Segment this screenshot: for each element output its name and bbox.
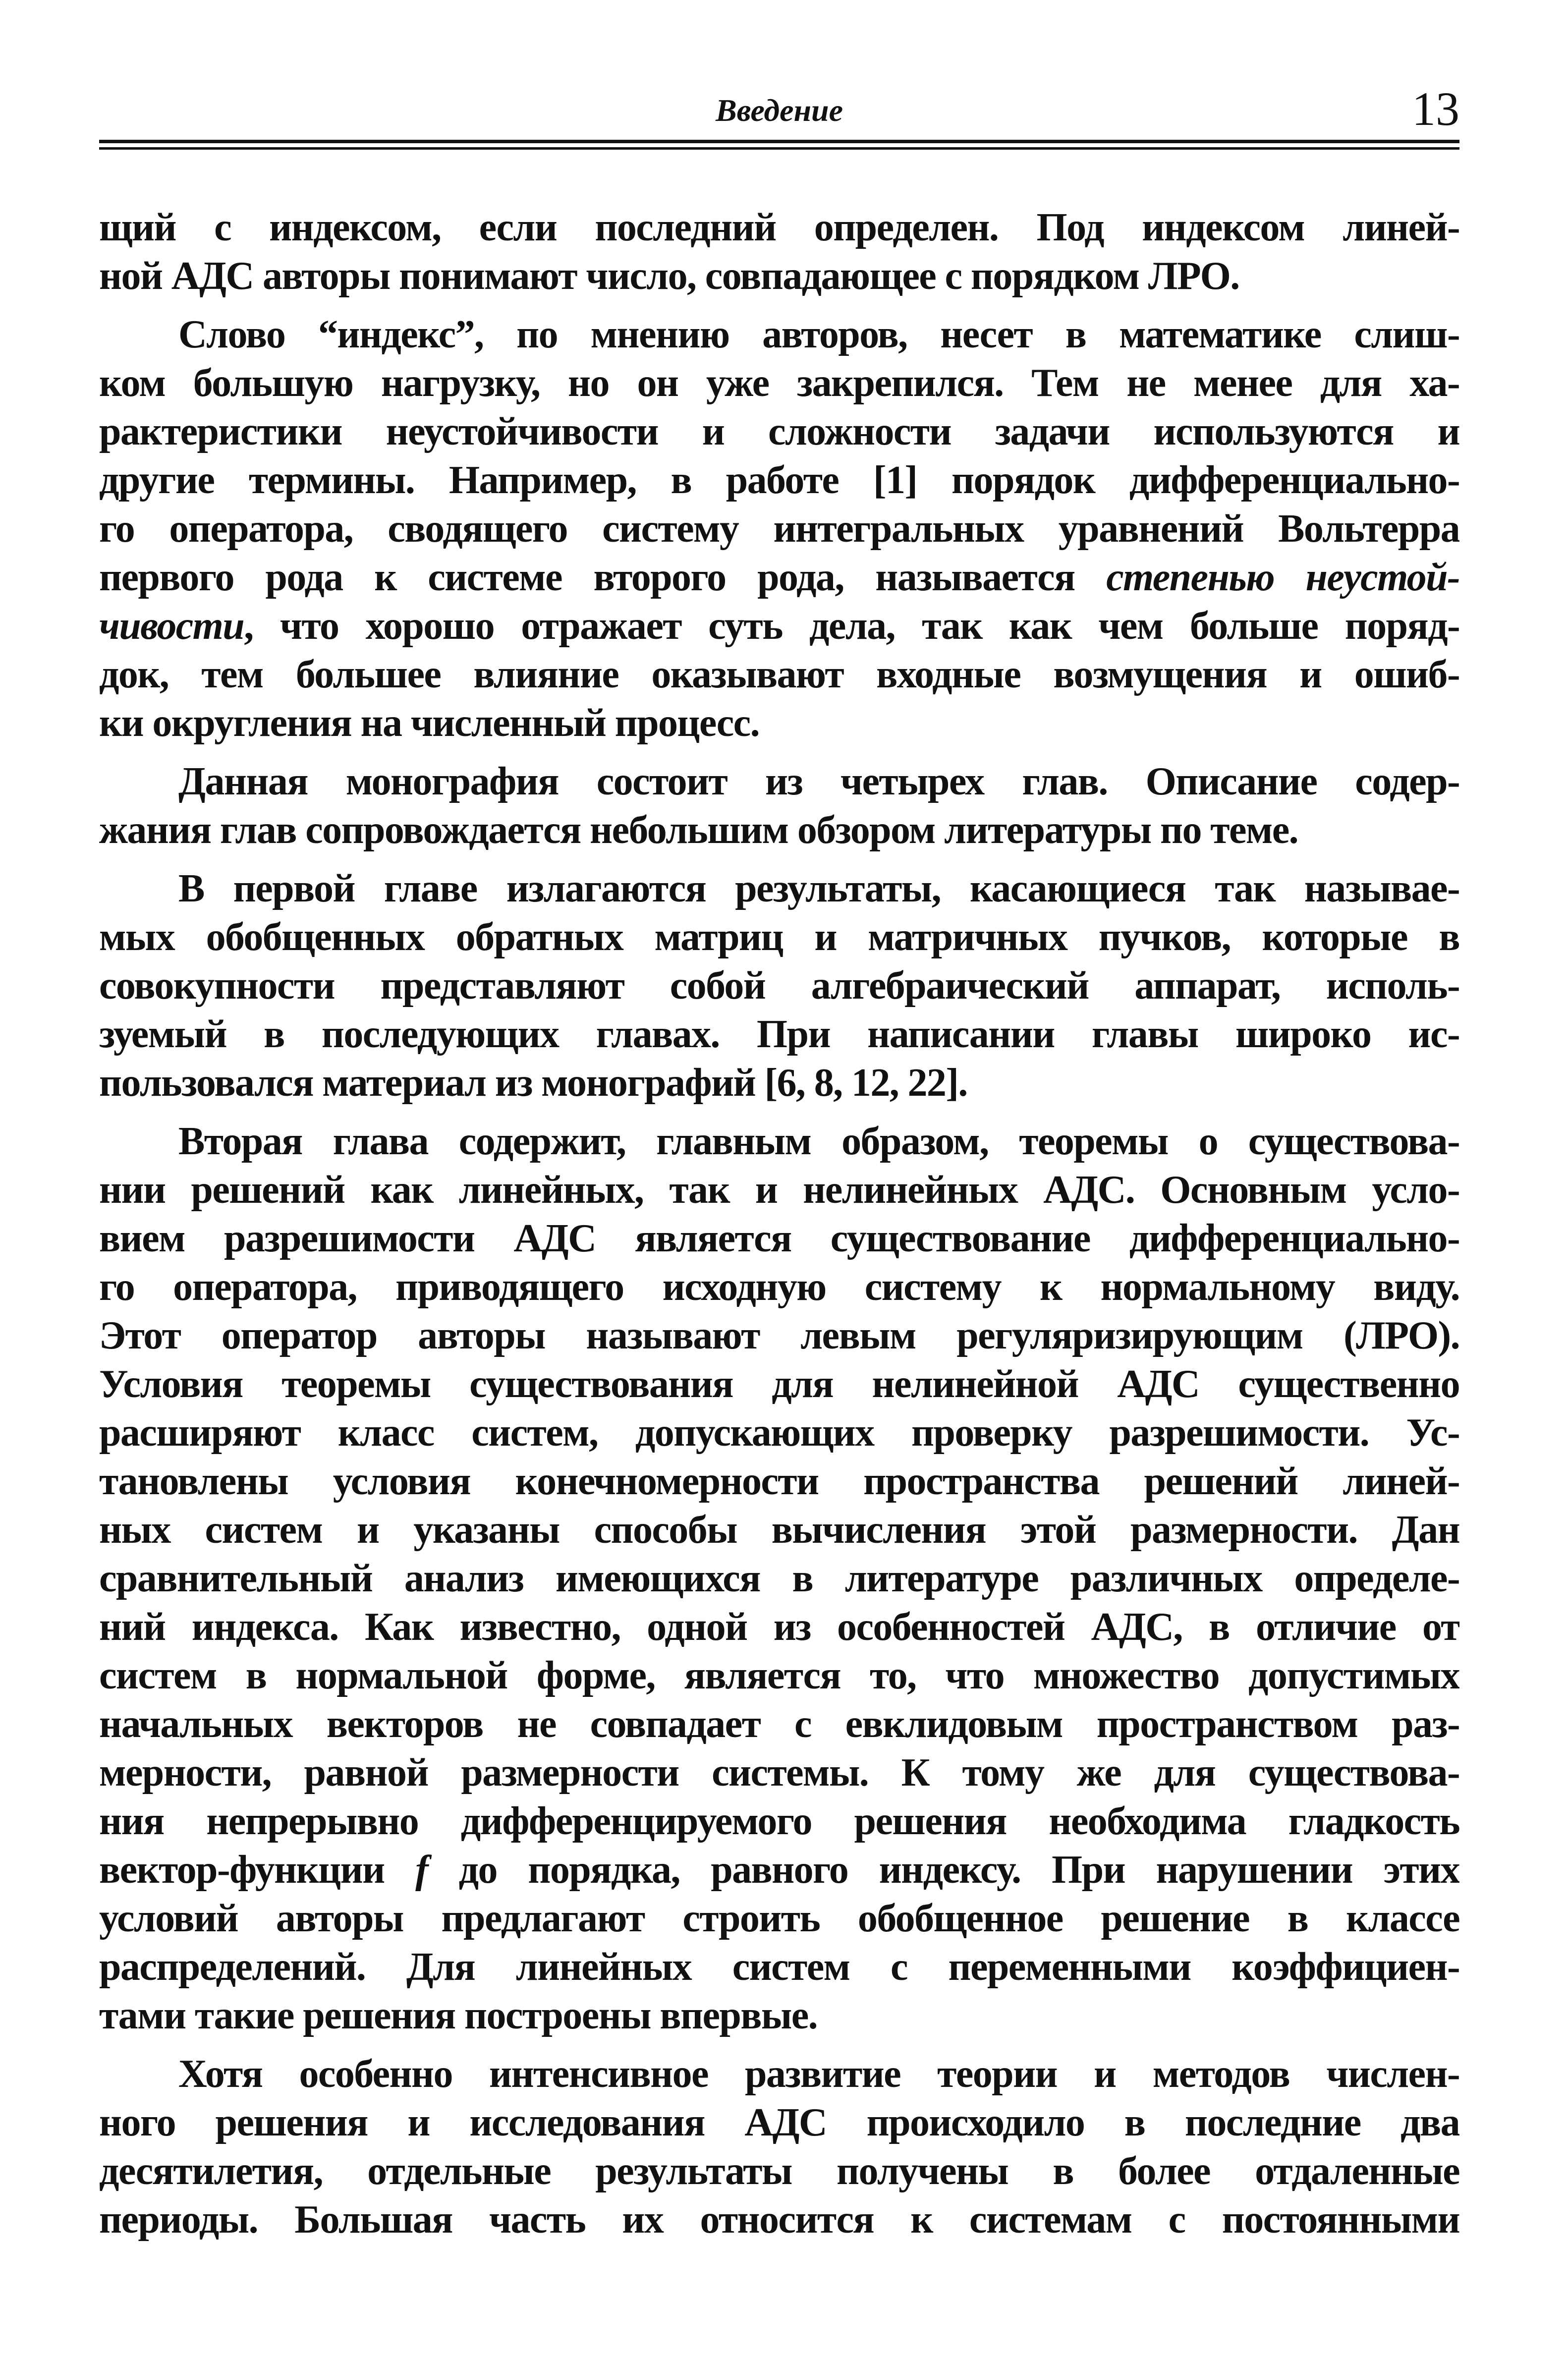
text-fragment: , что хорошо отражает суть дела, так как чем больше поряд-: [244, 604, 1459, 648]
italic-symbol: f: [415, 1848, 428, 1892]
paragraph: [99, 310, 1459, 747]
text-line: ного решения и исследования АДС происходило в последние два: [99, 2101, 1459, 2144]
text-line: рактеристики неустойчивости и сложности задачи используются и: [99, 410, 1459, 453]
text-line: совокупности представляют собой алгебраический аппарат, исполь-: [99, 964, 1459, 1008]
italic-term: чивости: [99, 604, 244, 648]
text-line: систем в нормальной форме, является то, что множество допустимых: [99, 1654, 1459, 1697]
running-head-title: Введение: [716, 93, 843, 128]
text-line: го оператора, сводящего систему интегральных уравнений Вольтерра: [99, 507, 1459, 551]
running-head: [99, 82, 1459, 141]
text-line: начальных векторов не совпадает с евклидовым пространством раз-: [99, 1702, 1459, 1746]
text-line: док, тем большее влияние оказывают входные возмущения и ошиб-: [99, 653, 1459, 696]
paragraph: [99, 2050, 1459, 2244]
paragraph: [99, 203, 1459, 300]
text-line: ний индекса. Как известно, одной из особенностей АДС, в отличие от: [99, 1605, 1459, 1649]
text-line: вием разрешимости АДС является существование дифференциально-: [99, 1217, 1459, 1260]
text-line: Слово “индекс”, по мнению авторов, несет в математике слиш-: [178, 313, 1459, 356]
text-line: жания глав сопровождается небольшим обзором литературы по теме.: [99, 808, 1298, 852]
text-line: ния непрерывно дифференцируемого решения необходима гладкость: [99, 1799, 1459, 1843]
text-fragment: до порядка, равного индексу. При нарушении этих: [428, 1848, 1459, 1892]
italic-term: степенью неустой-: [1106, 556, 1459, 599]
page-number: 13: [1412, 82, 1459, 135]
text-line: мерности, равной размерности системы. К тому же для существова-: [99, 1751, 1459, 1795]
text-line: нии решений как линейных, так и нелинейных АДС. Основным усло-: [99, 1168, 1459, 1212]
text-fragment: первого рода к системе второго рода, называется: [99, 556, 1075, 599]
text-line: Этот оператор авторы называют левым регуляризирующим (ЛРО).: [99, 1314, 1459, 1357]
header-rule-thin: [99, 147, 1459, 150]
text-line: периоды. Большая часть их относится к системам с постоянными: [99, 2198, 1459, 2242]
text-line: условий авторы предлагают строить обобщенное решение в классе: [99, 1897, 1459, 1940]
text-line: сравнительный анализ имеющихся в литературе различных определе-: [99, 1557, 1459, 1600]
text-line: расширяют класс систем, допускающих проверку разрешимости. Ус-: [99, 1411, 1459, 1455]
paragraph: [99, 1117, 1459, 2040]
text-line: пользовался материал из монографий [6, 8, 12, 22].: [99, 1061, 967, 1105]
text-line: десятилетия, отдельные результаты получены в более отдаленные: [99, 2149, 1459, 2193]
text-line: распределений. Для линейных систем с переменными коэффициен-: [99, 1945, 1459, 1989]
text-line: [99, 602, 1459, 650]
text-line: го оператора, приводящего исходную систему к нормальному виду.: [99, 1265, 1459, 1309]
text-line: Условия теоремы существования для нелинейной АДС существенно: [99, 1362, 1459, 1406]
text-line: Данная монография состоит из четырех глав. Описание содер-: [178, 760, 1459, 803]
text-line: [99, 553, 1459, 602]
text-line: тановлены условия конечномерности пространства решений линей-: [99, 1460, 1459, 1503]
text-line: зуемый в последующих главах. При написании главы широко ис-: [99, 1012, 1459, 1056]
text-fragment: вектор-функции: [99, 1848, 385, 1892]
text-line: ки округления на численный процесс.: [99, 701, 759, 745]
text-line: другие термины. Например, в работе [1] порядок дифференциально-: [99, 458, 1459, 502]
text-line: ком большую нагрузку, но он уже закрепился. Тем не менее для ха-: [99, 361, 1459, 405]
text-line: мых обобщенных обратных матриц и матричных пучков, которые в: [99, 915, 1459, 959]
paragraph: [99, 757, 1459, 854]
text-line: тами такие решения построены впервые.: [99, 1994, 818, 2037]
body-text: [99, 203, 1459, 2244]
text-line: Хотя особенно интенсивное развитие теории и методов числен-: [178, 2052, 1459, 2096]
text-line: ных систем и указаны способы вычисления этой размерности. Дан: [99, 1508, 1459, 1552]
paragraph: [99, 864, 1459, 1107]
text-line: Вторая глава содержит, главным образом, теоремы о существова-: [178, 1120, 1459, 1163]
text-line: щий с индексом, если последний определен. Под индексом линей-: [99, 206, 1459, 249]
text-line: В первой главе излагаются результаты, касающиеся так называе-: [178, 867, 1459, 910]
text-line: ной АДС авторы понимают число, совпадающее с порядком ЛРО.: [99, 254, 1239, 298]
text-line: [99, 1846, 1459, 1894]
header-rule-thick: [99, 140, 1459, 143]
